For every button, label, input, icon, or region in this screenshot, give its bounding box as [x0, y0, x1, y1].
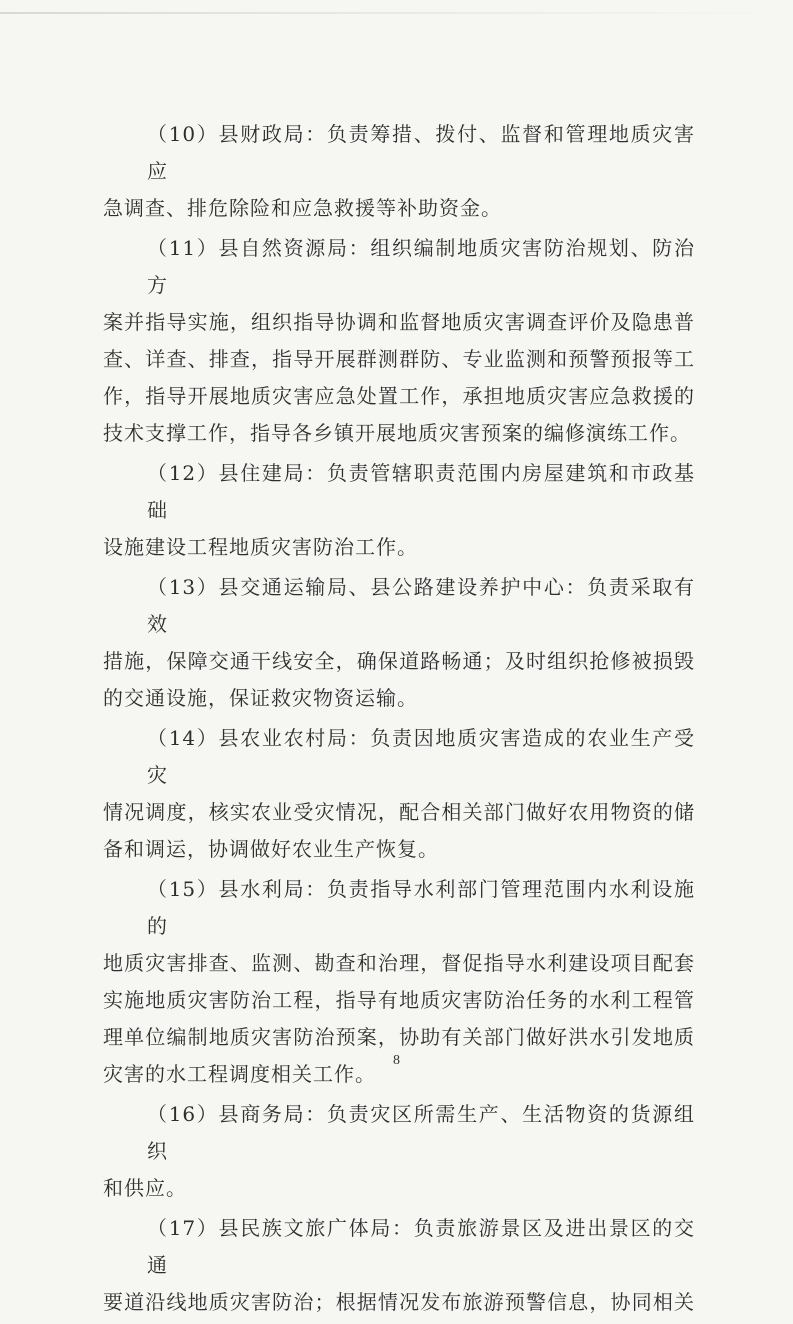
text-line: 情况调度，核实农业受灾情况，配合相关部门做好农用物资的储 — [103, 800, 695, 824]
text-line: （13）县交通运输局、县公路建设养护中心：负责采取有效 — [147, 575, 695, 636]
text-line: 理单位编制地质灾害防治预案，协助有关部门做好洪水引发地质 — [103, 1025, 695, 1049]
paragraph — [103, 116, 695, 227]
text-line: （14）县农业农村局：负责因地质灾害造成的农业生产受灾 — [147, 726, 695, 787]
text-line: 地质灾害排查、监测、勘查和治理，督促指导水利建设项目配套 — [103, 951, 695, 975]
paragraph — [103, 720, 695, 868]
text-line: 的交通设施，保证救灾物资运输。 — [103, 686, 418, 710]
text-line: 设施建设工程地质灾害防治工作。 — [103, 535, 418, 559]
text-line: （16）县商务局：负责灾区所需生产、生活物资的货源组织 — [147, 1102, 695, 1163]
text-line: 备和调运，协调做好农业生产恢复。 — [103, 837, 439, 861]
text-line: 措施，保障交通干线安全，确保道路畅通；及时组织抢修被损毁 — [103, 649, 695, 673]
text-line: （11）县自然资源局：组织编制地质灾害防治规划、防治方 — [147, 236, 695, 297]
text-line: （17）县民族文旅广体局：负责旅游景区及进出景区的交通 — [147, 1216, 695, 1277]
paragraph — [103, 230, 695, 452]
paragraph — [103, 1210, 695, 1321]
text-line: 实施地质灾害防治工程，指导有地质灾害防治任务的水利工程管 — [103, 988, 695, 1012]
text-line: 作，指导开展地质灾害应急处置工作，承担地质灾害应急救援的 — [103, 384, 695, 408]
scan-edge-line — [0, 12, 793, 14]
text-line: （12）县住建局：负责管辖职责范围内房屋建筑和市政基础 — [147, 461, 695, 522]
text-line: 案并指导实施，组织指导协调和监督地质灾害调查评价及隐患普 — [103, 310, 695, 334]
text-line: 急调查、排危除险和应急救援等补助资金。 — [103, 196, 502, 220]
paragraph — [103, 455, 695, 566]
paragraph — [103, 1096, 695, 1207]
text-line: 查、详查、排查，指导开展群测群防、专业监测和预警预报等工 — [103, 347, 695, 371]
page-number: 8 — [393, 1053, 400, 1068]
text-line: 技术支撑工作，指导各乡镇开展地质灾害预案的编修演练工作。 — [103, 421, 691, 445]
text-line: （10）县财政局：负责筹措、拨付、监督和管理地质灾害应 — [147, 122, 695, 183]
text-line: 灾害的水工程调度相关工作。 — [103, 1062, 376, 1086]
document-body — [103, 116, 695, 1324]
text-line: （15）县水利局：负责指导水利部门管理范围内水利设施的 — [147, 877, 695, 938]
paragraph — [103, 569, 695, 717]
text-line: 和供应。 — [103, 1176, 187, 1200]
text-line: 要道沿线地质灾害防治；根据情况发布旅游预警信息，协同相关 — [103, 1290, 695, 1314]
